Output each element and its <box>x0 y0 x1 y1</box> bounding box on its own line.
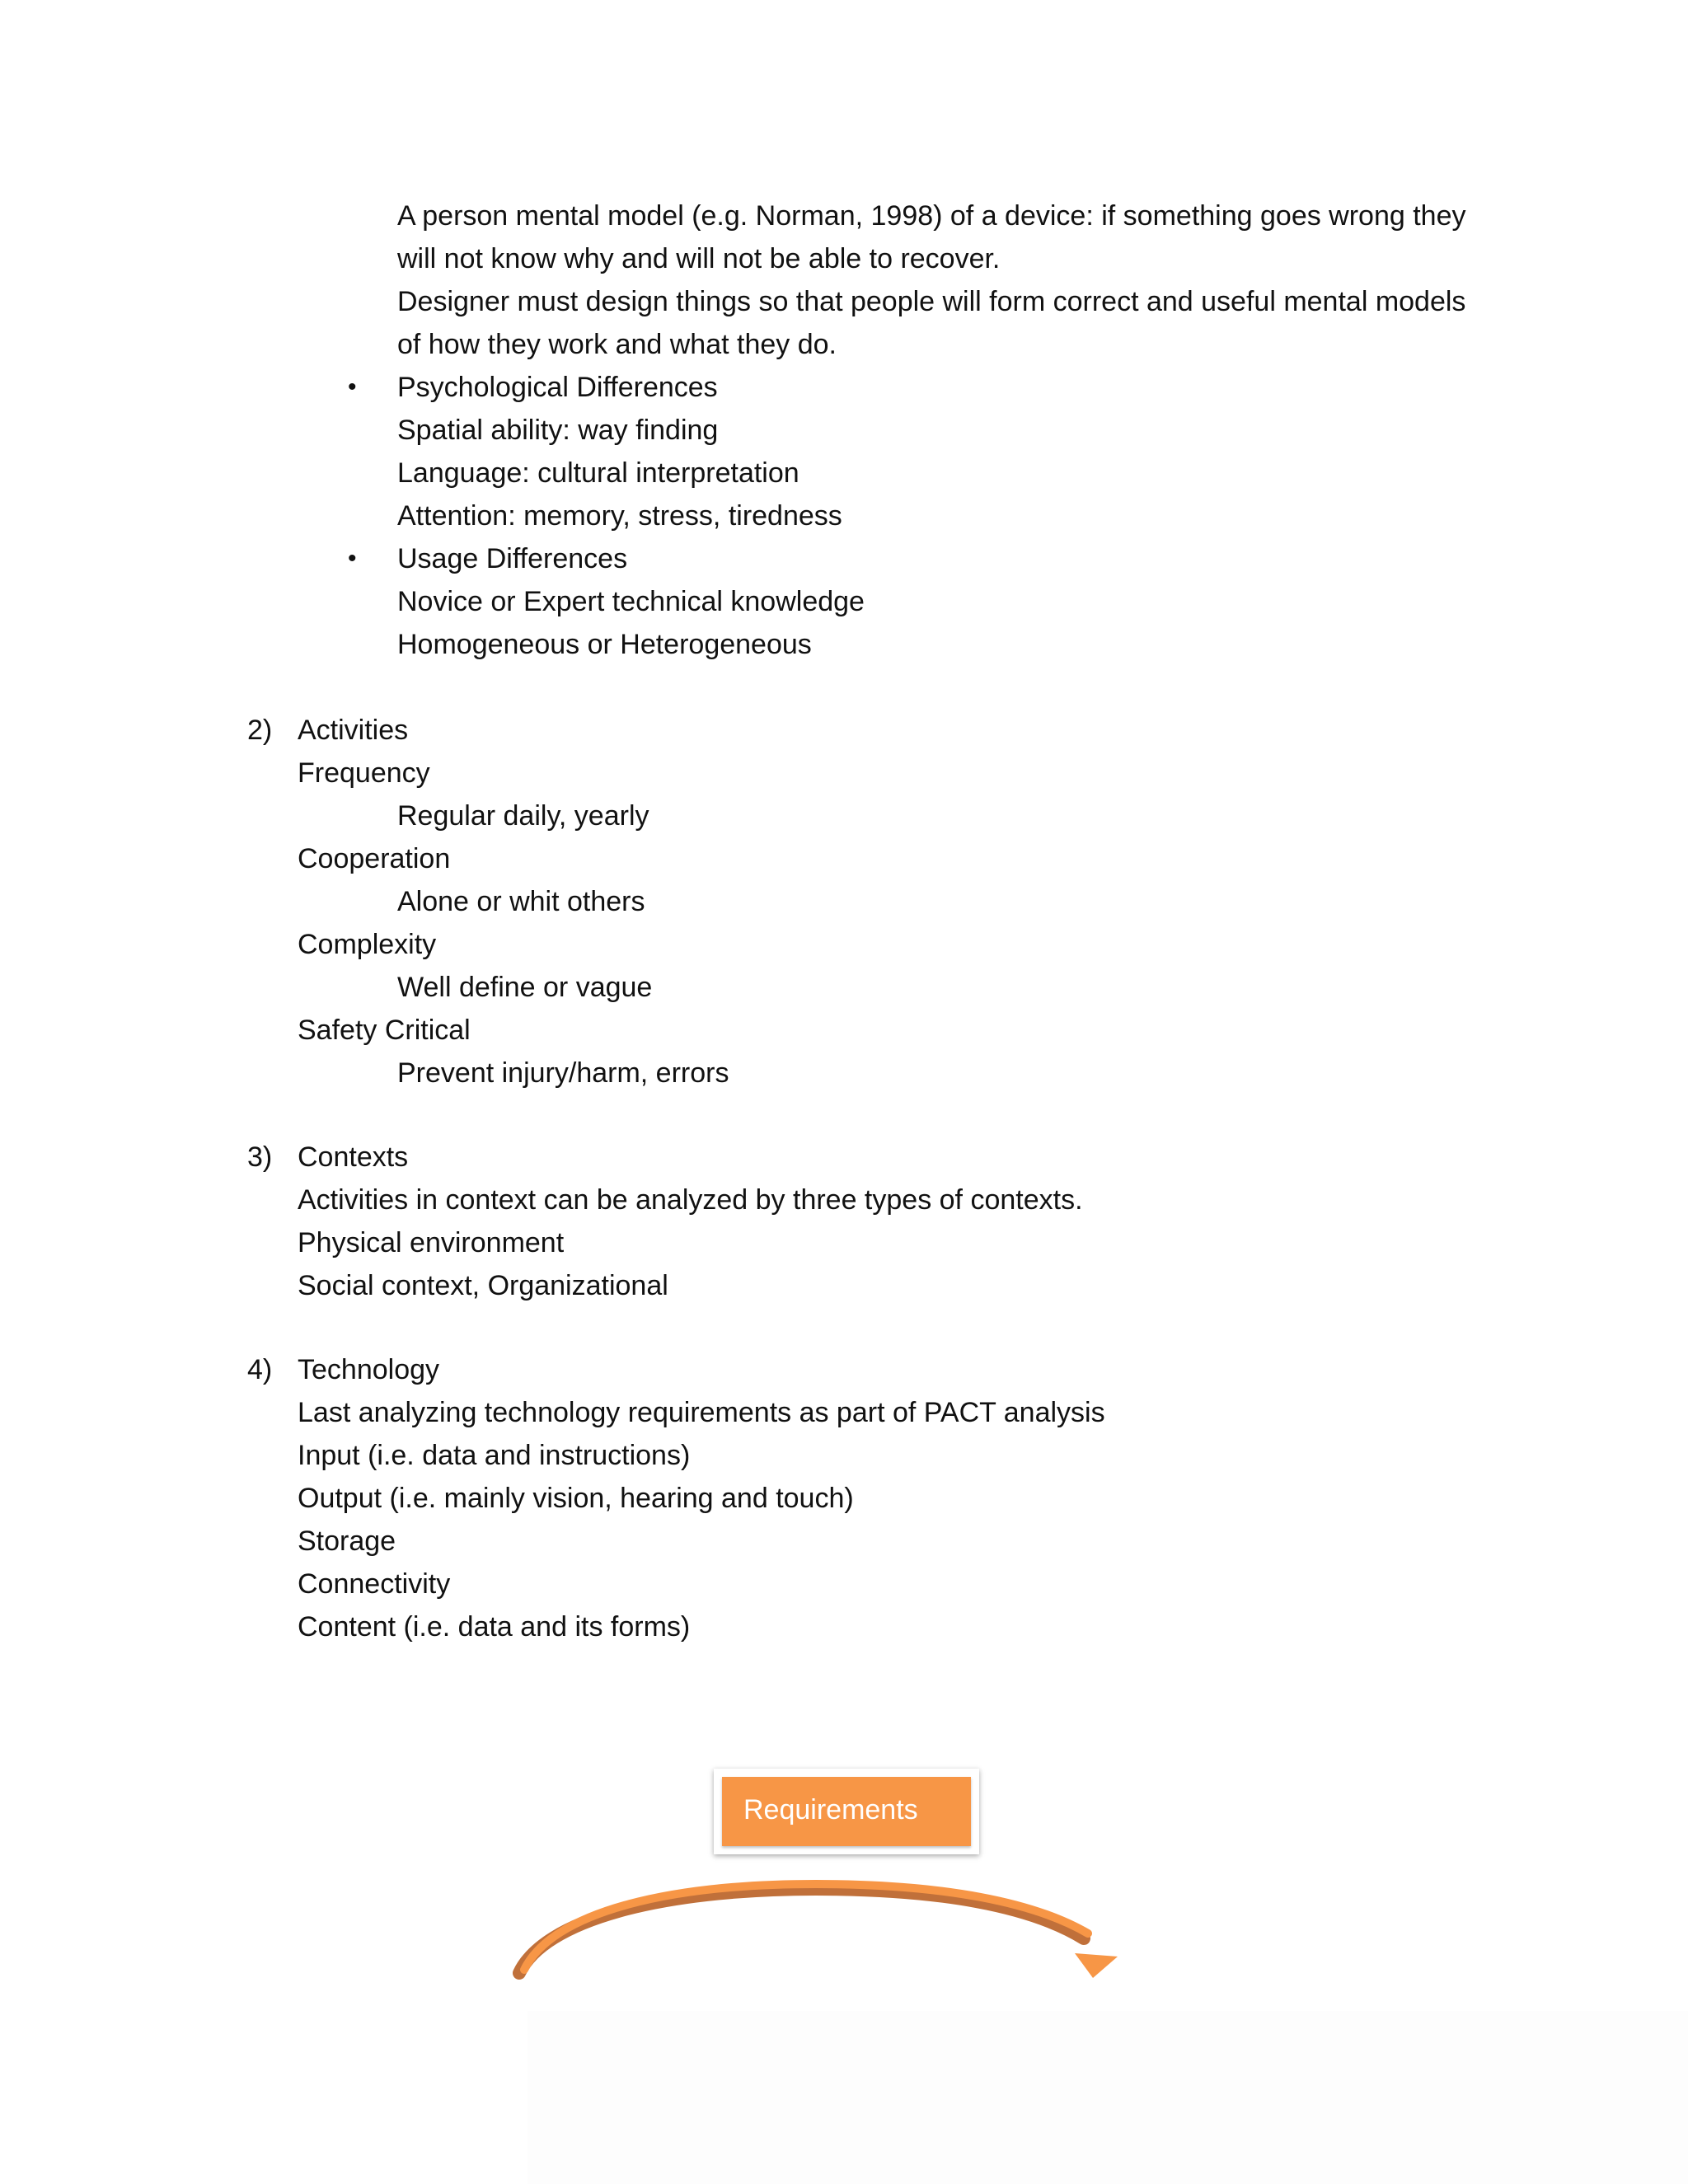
activities-safety-detail: Prevent injury/harm, errors <box>397 1057 729 1089</box>
activities-heading: Activities <box>298 715 409 746</box>
activities-cooperation-detail: Alone or whit others <box>397 886 645 917</box>
activities-frequency: Frequency <box>298 757 430 789</box>
technology-item: Output (i.e. mainly vision, hearing and touch) <box>298 1483 854 1514</box>
usage-heading: Usage Differences <box>397 543 628 574</box>
curved-arrow-head <box>1075 1953 1118 1978</box>
activities-frequency-detail: Regular daily, yearly <box>397 800 649 832</box>
mental-model-line-1: A person mental model (e.g. Norman, 1998) of a device: if something goes wrong they <box>397 200 1466 232</box>
curved-arrow-icon <box>495 1871 1137 1986</box>
mental-model-line-4: of how they work and what they do. <box>397 329 837 360</box>
usage-item: Homogeneous or Heterogeneous <box>397 629 812 660</box>
requirements-label: Requirements <box>743 1794 918 1825</box>
usage-item: Novice or Expert technical knowledge <box>397 586 865 617</box>
bullet-icon: • <box>348 545 357 572</box>
activities-number: 2) <box>247 715 273 746</box>
activities-safety: Safety Critical <box>298 1015 471 1046</box>
technology-number: 4) <box>247 1354 273 1385</box>
contexts-number: 3) <box>247 1141 273 1173</box>
contexts-item: Social context, Organizational <box>298 1270 668 1301</box>
technology-item: Last analyzing technology requirements as part of PACT analysis <box>298 1397 1105 1428</box>
technology-heading: Technology <box>298 1354 440 1385</box>
contexts-item: Physical environment <box>298 1227 565 1258</box>
activities-complexity: Complexity <box>298 929 437 960</box>
technology-item: Content (i.e. data and its forms) <box>298 1611 691 1643</box>
technology-item: Connectivity <box>298 1568 451 1600</box>
bullet-icon: • <box>348 373 357 401</box>
psychological-item: Attention: memory, stress, tiredness <box>397 500 842 532</box>
curved-arrow-body <box>524 1884 1088 1970</box>
contexts-item: Activities in context can be analyzed by three types of contexts. <box>298 1184 1083 1216</box>
technology-item: Storage <box>298 1526 396 1557</box>
technology-item: Input (i.e. data and instructions) <box>298 1440 691 1471</box>
contexts-heading: Contexts <box>298 1141 409 1173</box>
requirements-box-fill <box>722 1777 971 1846</box>
bottom-shade <box>528 2011 1688 2184</box>
activities-cooperation: Cooperation <box>298 843 451 874</box>
mental-model-line-3: Designer must design things so that people will form correct and useful mental models <box>397 286 1466 317</box>
psychological-heading: Psychological Differences <box>397 372 718 403</box>
mental-model-line-2: will not know why and will not be able to recover. <box>397 243 1001 274</box>
psychological-item: Language: cultural interpretation <box>397 457 799 489</box>
psychological-item: Spatial ability: way finding <box>397 415 719 446</box>
requirements-box <box>714 1769 979 1854</box>
activities-complexity-detail: Well define or vague <box>397 972 653 1003</box>
